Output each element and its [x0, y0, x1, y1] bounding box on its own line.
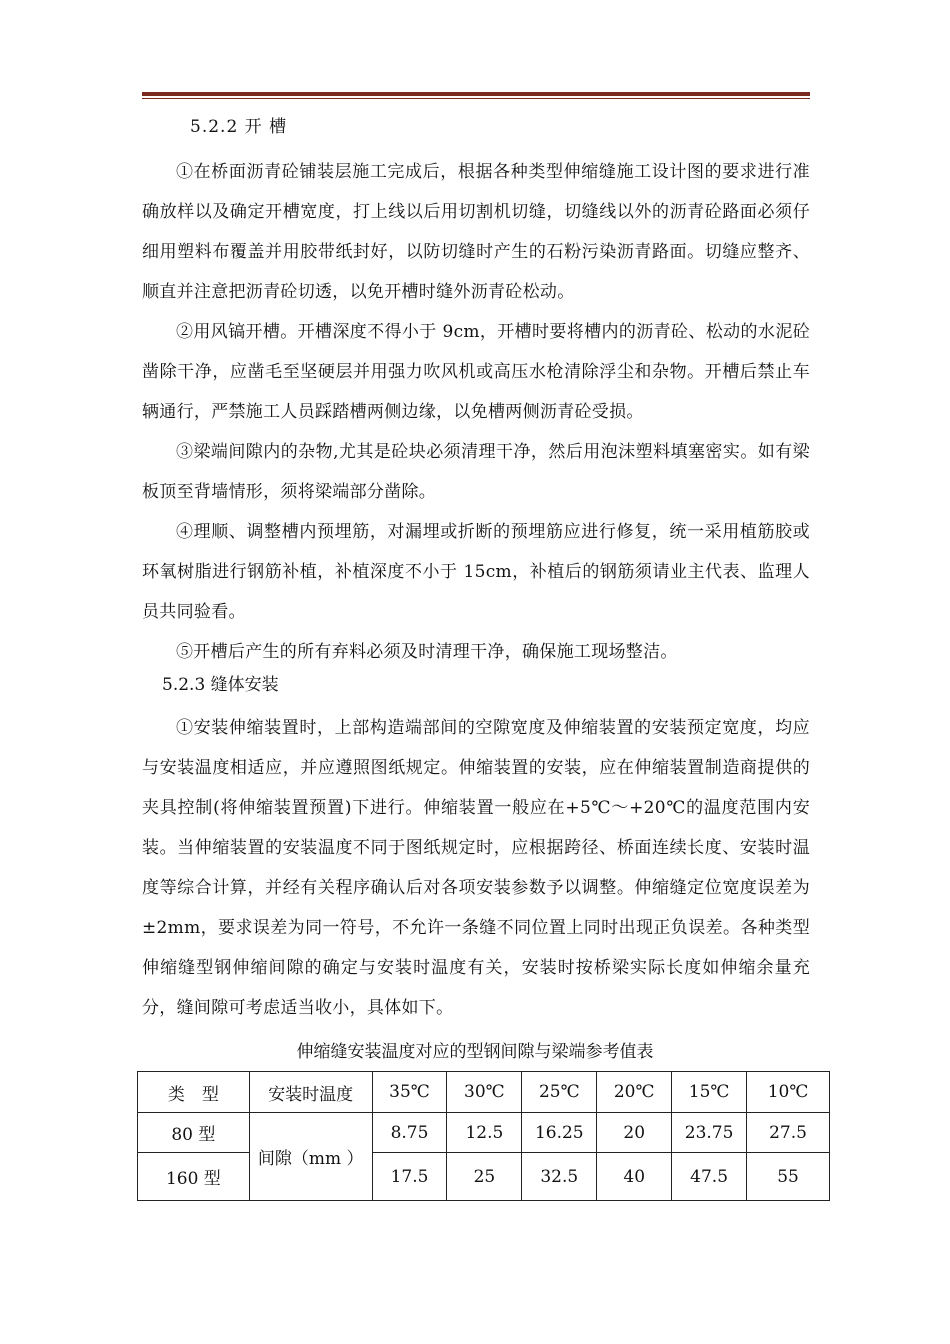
table-row [138, 1153, 830, 1201]
table-cell: 20 [597, 1113, 672, 1153]
table-cell: 47.5 [672, 1153, 747, 1201]
table-row [138, 1113, 830, 1153]
section-heading-5-2-2: 5.2.2 开 槽 [190, 117, 288, 137]
table-header-cell: 25℃ [522, 1072, 597, 1113]
table-cell: 25 [447, 1153, 522, 1201]
table-header-cell: 30℃ [447, 1072, 522, 1113]
table-cell-gap-label: 间隙（mm ） [249, 1113, 372, 1201]
section-heading-5-2-3: 5.2.3 缝体安装 [162, 675, 279, 695]
paragraph: ③梁端间隙内的杂物,尤其是砼块必须清理干净，然后用泡沫塑料填塞密实。如有梁板顶至背墙情形，须将梁端部分凿除。 [142, 442, 810, 502]
header-rule-thin [142, 98, 810, 99]
table-cell: 17.5 [372, 1153, 447, 1201]
paragraph: ①在桥面沥青砼铺装层施工完成后，根据各种类型伸缩缝施工设计图的要求进行准确放样以及确定开槽宽度，打上线以后用切割机切缝，切缝线以外的沥青砼路面必须仔细用塑料布覆盖并用胶带纸封好，以防切缝时产生的石粉污染沥青路面。切缝应整齐、顺直并注意把沥青砼切透，以免开槽时缝外沥青砼松动。 [142, 162, 810, 302]
table-cell: 12.5 [447, 1113, 522, 1153]
table-header-cell: 10℃ [747, 1072, 830, 1113]
table-cell: 40 [597, 1153, 672, 1201]
table-cell: 23.75 [672, 1113, 747, 1153]
paragraph: ④理顺、调整槽内预埋筋，对漏埋或折断的预埋筋应进行修复，统一采用植筋胶或环氧树脂进行钢筋补植，补植深度不小于 15cm，补植后的钢筋须请业主代表、监理人员共同验看。 [142, 522, 810, 622]
paragraph: ②用风镐开槽。开槽深度不得小于 9cm，开槽时要将槽内的沥青砼、松动的水泥砼凿除干净，应凿毛至坚硬层并用强力吹风机或高压水枪清除浮尘和杂物。开槽后禁止车辆通行，严禁施工人员踩踏槽两侧边缘，以免槽两侧沥青砼受损。 [142, 322, 810, 422]
table-header-cell: 20℃ [597, 1072, 672, 1113]
table-header-row [138, 1072, 830, 1113]
table-header-cell: 安装时温度 [249, 1072, 372, 1113]
table-cell: 8.75 [372, 1113, 447, 1153]
table-cell: 55 [747, 1153, 830, 1201]
reference-table [137, 1071, 830, 1201]
table-cell: 27.5 [747, 1113, 830, 1153]
table-header-cell: 15℃ [672, 1072, 747, 1113]
table-header-cell: 35℃ [372, 1072, 447, 1113]
header-rule [142, 92, 810, 96]
document-body [142, 114, 810, 1028]
table-cell-type: 160 型 [138, 1153, 250, 1201]
paragraph: ①安装伸缩装置时，上部构造端部间的空隙宽度及伸缩装置的安装预定宽度，均应与安装温度相适应，并应遵照图纸规定。伸缩装置的安装，应在伸缩装置制造商提供的夹具控制(将伸缩装置预置)下进行。伸缩装置一般应在+5℃～+20℃的温度范围内安装。当伸缩装置的安装温度不同于图纸规定时，应根据跨径、桥面连续长度、安装时温度等综合计算，并经有关程序确认后对各项安装参数予以调整。伸缩缝定位宽度误差为±2mm，要求误差为同一符号，不允许一条缝不同位置上同时出现正负误差。各种类型伸缩缝型钢伸缩间隙的确定与安装时温度有关，安装时按桥梁实际长度如伸缩余量充分，缝间隙可考虑适当收小，具体如下。 [142, 718, 810, 1018]
table-cell-type: 80 型 [138, 1113, 250, 1153]
table-cell: 16.25 [522, 1113, 597, 1153]
table-caption: 伸缩缝安装温度对应的型钢间隙与梁端参考值表 [296, 1042, 654, 1062]
table-cell: 32.5 [522, 1153, 597, 1201]
paragraph: ⑤开槽后产生的所有弃料必须及时清理干净，确保施工现场整洁。 [176, 642, 678, 662]
table-header-cell: 类 型 [138, 1072, 250, 1113]
